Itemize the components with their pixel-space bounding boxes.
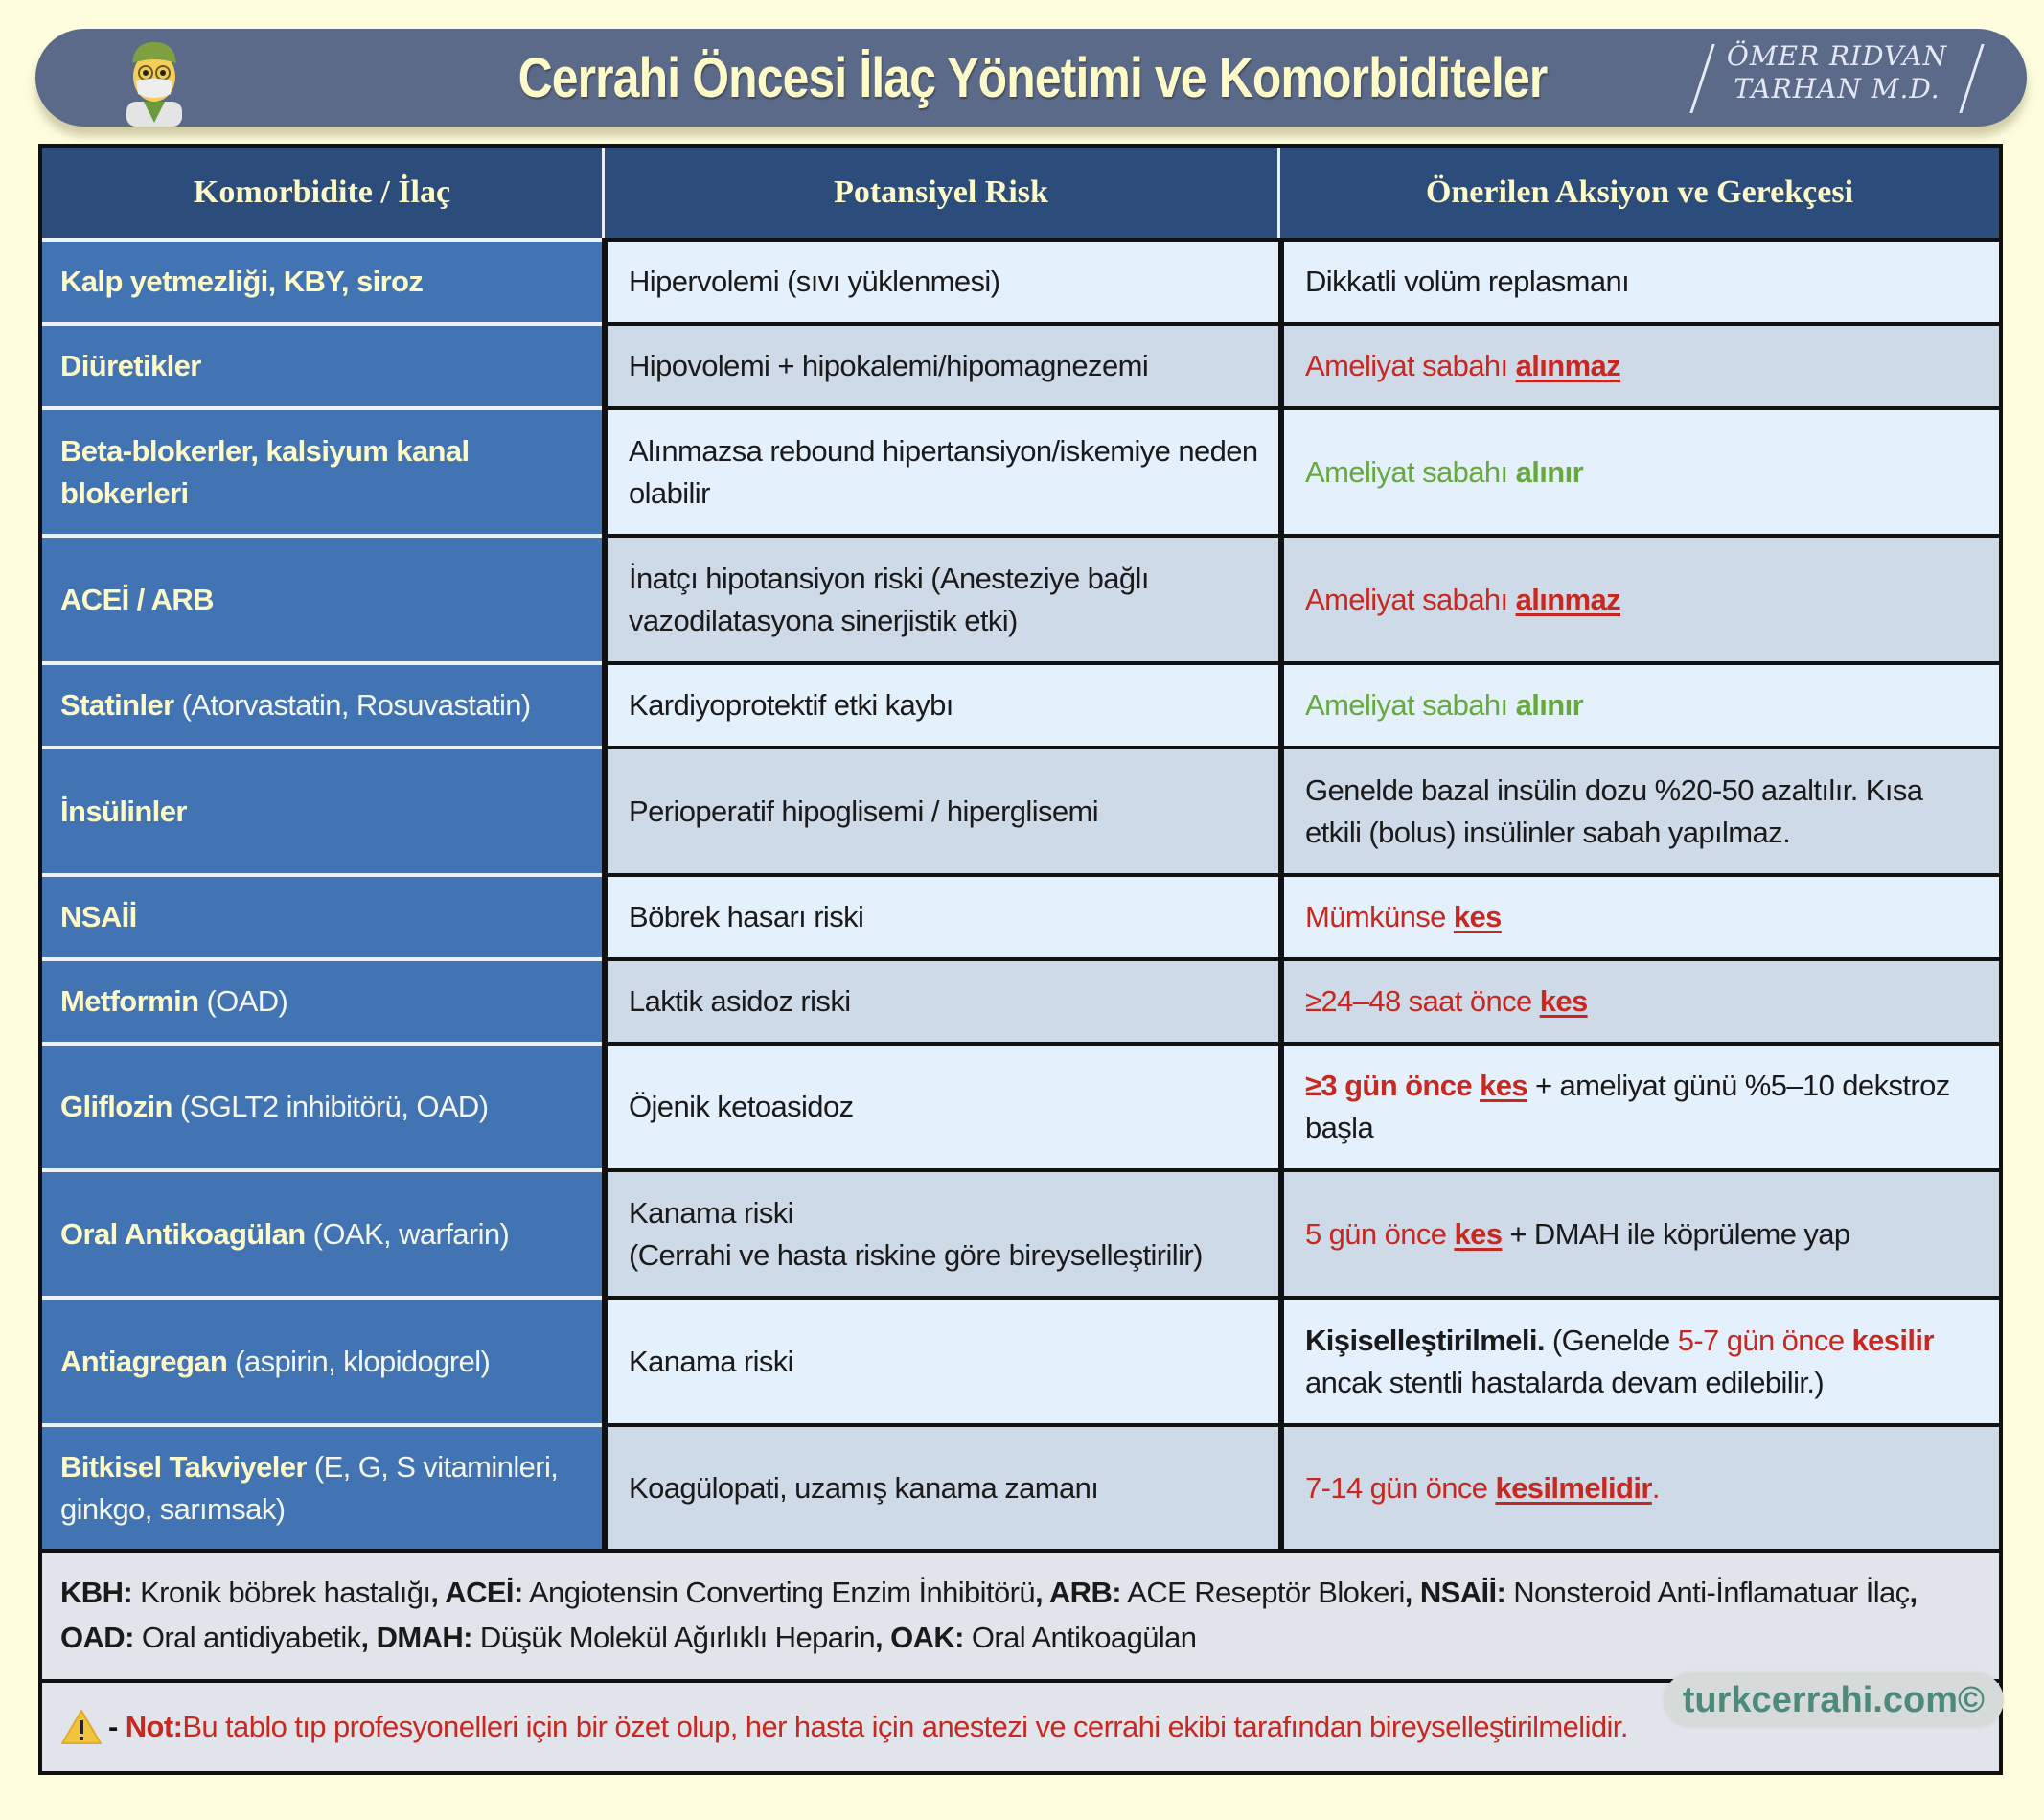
column-header-risk: Potansiyel Risk <box>605 148 1280 238</box>
legend-abbr: ACEİ: <box>445 1576 523 1609</box>
legend-abbr: OAK: <box>890 1621 964 1654</box>
risk-cell <box>605 238 1278 322</box>
legend-item <box>1420 1576 1910 1609</box>
legend-definition: Düşük Molekül Ağırlıklı Heparin <box>471 1621 876 1654</box>
comorbidity-cell <box>42 746 602 873</box>
drug-name: İnsülinler <box>60 794 187 828</box>
comorbidity-cell <box>42 534 602 661</box>
drug-detail: (Atorvastatin, Rosuvastatin) <box>181 688 531 722</box>
action-text-bold: ≥3 gün önce <box>1305 1069 1481 1102</box>
action-lead: Kişiselleştirilmeli. <box>1305 1323 1545 1357</box>
legend-definition: ACE Reseptör Blokeri <box>1120 1576 1405 1609</box>
comorbidity-cell <box>42 957 602 1042</box>
drug-name: ACEİ / ARB <box>60 582 214 616</box>
action-text: Genelde bazal insülin dozu %20-50 azaltılır. Kısa etkili (bolus) insülinler sabah yapılmaz. <box>1305 772 1923 849</box>
action-text-end: . <box>1651 1470 1660 1505</box>
action-text: Ameliyat sabahı <box>1305 454 1516 489</box>
drug-name: Bitkisel Takviyeler <box>60 1449 307 1484</box>
action-cell <box>1281 534 1999 661</box>
action-cell <box>1281 322 1999 406</box>
note-text: Bu tablo tıp profesyonelleri için bir özet olup, her hasta için anestezi ve cerrahi ekibi tarafından bireyselleştirilmelidir. <box>182 1710 1628 1743</box>
legend-definition: Kronik böbrek hastalığı <box>132 1576 431 1609</box>
action-cell <box>1281 873 1999 957</box>
drug-name: Statinler <box>60 688 174 722</box>
title-banner <box>35 29 2027 127</box>
risk-cell <box>605 322 1278 406</box>
legend-item <box>60 1621 361 1654</box>
action-text: ≥24–48 saat önce <box>1305 984 1540 1018</box>
table-header <box>42 148 1999 238</box>
action-cell <box>1281 661 1999 746</box>
drug-detail: (SGLT2 inhibitörü, OAD) <box>179 1090 489 1123</box>
action-emphasis: alınır <box>1515 688 1584 722</box>
legend-abbr: KBH: <box>60 1576 133 1609</box>
action-timing: 5-7 gün önce <box>1677 1323 1852 1357</box>
legend-item <box>1049 1576 1405 1609</box>
drug-detail: (OAK, warfarin) <box>312 1216 510 1251</box>
action-text: Ameliyat sabahı <box>1305 582 1516 616</box>
table-row <box>42 746 1999 873</box>
risk-cell <box>605 661 1278 746</box>
comorbidity-cell <box>42 322 602 406</box>
risk-text-detail: (Cerrahi ve hasta riskine göre bireyselleştirilir) <box>629 1237 1203 1272</box>
page-title: Cerrahi Öncesi İlaç Yönetimi ve Komorbiditeler <box>517 47 1548 109</box>
action-emphasis: kes <box>1539 984 1588 1018</box>
column-header-action: Önerilen Aksiyon ve Gerekçesi <box>1425 174 1854 210</box>
action-text: Ameliyat sabahı <box>1305 349 1516 382</box>
risk-text: Hipovolemi + hipokalemi/hipomagnezemi <box>629 349 1149 382</box>
table-row <box>42 238 1999 322</box>
drug-name: Gliflozin <box>60 1090 172 1123</box>
table-row <box>42 534 1999 661</box>
action-text: Dikkatli volüm replasmanı <box>1305 265 1630 298</box>
legend-abbr: DMAH: <box>376 1621 472 1654</box>
note-label: Not: <box>125 1710 183 1743</box>
action-text: 7-14 gün önce <box>1305 1470 1496 1505</box>
author-name-line1: ÖMER RIDVAN <box>1726 40 1948 72</box>
legend-definition: Angiotensin Converting Enzim İnhibitörü <box>522 1576 1035 1609</box>
comorbidity-cell <box>42 873 602 957</box>
action-cell <box>1281 406 1999 534</box>
action-text: 5 gün önce <box>1305 1216 1455 1251</box>
abbreviation-legend: KBH: Kronik böbrek hastalığı, ACEİ: Angiotensin Converting Enzim İnhibitörü, ARB: ACE Reseptör Blokeri, NSAİİ: Nonsteroid Anti-İnflamatuar İlaç, OAD: Oral antidiyabetik, DMAH: Düşük Molekül Ağırlıklı Heparin, OAK: Oral Antikoagülan <box>42 1549 1999 1679</box>
drug-name: Kalp yetmezliği, KBY, siroz <box>60 265 424 298</box>
action-emphasis: alınmaz <box>1515 349 1621 382</box>
action-emphasis: kes <box>1453 900 1502 933</box>
risk-cell <box>605 1168 1278 1296</box>
action-cell <box>1281 238 1999 322</box>
comorbidity-cell <box>42 406 602 534</box>
comorbidity-cell <box>42 661 602 746</box>
action-text: Ameliyat sabahı <box>1305 688 1516 722</box>
drug-detail: (E, G, S vitaminleri, ginkgo, sarımsak) <box>60 1449 559 1526</box>
action-text: (Genelde <box>1544 1323 1678 1357</box>
risk-cell <box>605 873 1278 957</box>
risk-text: Perioperatif hipoglisemi / hiperglisemi <box>629 794 1099 828</box>
table-row <box>42 661 1999 746</box>
drug-name: Diüretikler <box>60 349 201 382</box>
drug-name: Beta-blokerler, kalsiyum kanal blokerleri <box>60 433 470 510</box>
legend-item <box>445 1576 1035 1609</box>
drug-detail: (aspirin, klopidogrel) <box>235 1344 491 1378</box>
comorbidity-cell <box>42 238 602 322</box>
risk-cell <box>605 1296 1278 1423</box>
risk-cell <box>605 534 1278 661</box>
action-emphasis: alınmaz <box>1515 582 1621 616</box>
comorbidity-cell <box>42 1168 602 1296</box>
legend-item <box>60 1576 430 1609</box>
risk-cell <box>605 406 1278 534</box>
drug-name: Antiagregan <box>60 1344 228 1378</box>
action-cell <box>1281 1042 1999 1168</box>
medication-table <box>38 144 2003 1775</box>
table-row <box>42 322 1999 406</box>
action-cell <box>1281 957 1999 1042</box>
risk-text: Koagülopati, uzamış kanama zamanı <box>629 1470 1099 1505</box>
legend-abbr: NSAİİ: <box>1419 1576 1506 1609</box>
warning-icon <box>60 1709 103 1745</box>
risk-text: Kanama riski <box>629 1344 793 1378</box>
column-header-comorbidity: Komorbidite / İlaç <box>42 148 605 238</box>
table-row <box>42 873 1999 957</box>
comorbidity-cell <box>42 1423 602 1549</box>
action-emphasis: alınır <box>1515 454 1584 489</box>
legend-definition: Oral antidiyabetik <box>133 1621 361 1654</box>
risk-cell <box>605 1042 1278 1168</box>
risk-text: Böbrek hasarı riski <box>629 900 864 933</box>
drug-name: Metformin <box>60 984 199 1018</box>
action-emphasis: kes <box>1480 1069 1527 1102</box>
legend-abbr: ARB: <box>1048 1576 1121 1609</box>
table-row <box>42 1423 1999 1549</box>
comorbidity-cell <box>42 1296 602 1423</box>
risk-text: Alınmazsa rebound hipertansiyon/iskemiye neden olabilir <box>629 433 1258 510</box>
drug-name: Oral Antikoagülan <box>60 1216 306 1251</box>
legend-item <box>890 1621 1196 1654</box>
legend-abbr: OAD: <box>60 1621 134 1654</box>
author-signature <box>1693 40 1981 117</box>
risk-text: Kanama riski <box>629 1195 793 1230</box>
action-cell <box>1281 1168 1999 1296</box>
action-emphasis: kes <box>1454 1216 1503 1251</box>
legend-definition: Oral Antikoagülan <box>963 1621 1197 1654</box>
comorbidity-cell <box>42 1042 602 1168</box>
table-row <box>42 1296 1999 1423</box>
action-cell <box>1281 746 1999 873</box>
action-text-tail: ancak stentli hastalarda devam edilebilir.) <box>1305 1365 1825 1399</box>
risk-text: Kardiyoprotektif etki kaybı <box>629 688 953 722</box>
action-cell <box>1281 1296 1999 1423</box>
table-row <box>42 1042 1999 1168</box>
risk-text: Öjenik ketoasidoz <box>629 1090 854 1123</box>
action-text: Mümkünse <box>1305 900 1454 933</box>
table-row <box>42 957 1999 1042</box>
action-cell <box>1281 1423 1999 1549</box>
drug-name: NSAİİ <box>60 900 137 933</box>
risk-text: Hipervolemi (sıvı yüklenmesi) <box>629 265 1000 298</box>
risk-text: İnatçı hipotansiyon riski (Anesteziye bağlı vazodilatasyona sinerjistik etki) <box>629 561 1149 637</box>
drug-detail: (OAD) <box>206 984 288 1018</box>
legend-definition: Nonsteroid Anti-İnflamatuar İlaç <box>1505 1576 1910 1609</box>
table-row <box>42 1168 1999 1296</box>
legend-item <box>377 1621 875 1654</box>
action-emphasis: kesilir <box>1851 1323 1934 1357</box>
risk-text: Laktik asidoz riski <box>629 984 851 1018</box>
risk-cell <box>605 957 1278 1042</box>
note-dash: - <box>108 1710 118 1743</box>
risk-cell <box>605 1423 1278 1549</box>
site-watermark: turkcerrahi.com© <box>1664 1673 2004 1727</box>
action-text-tail: + ameliyat günü %5–10 dekstroz başla <box>1305 1069 1950 1144</box>
author-name-line2: TARHAN M.D. <box>1734 73 1941 104</box>
action-emphasis: kesilmelidir <box>1495 1470 1652 1505</box>
action-text-tail: + DMAH ile köprüleme yap <box>1502 1216 1850 1251</box>
risk-cell <box>605 746 1278 873</box>
table-row <box>42 406 1999 534</box>
